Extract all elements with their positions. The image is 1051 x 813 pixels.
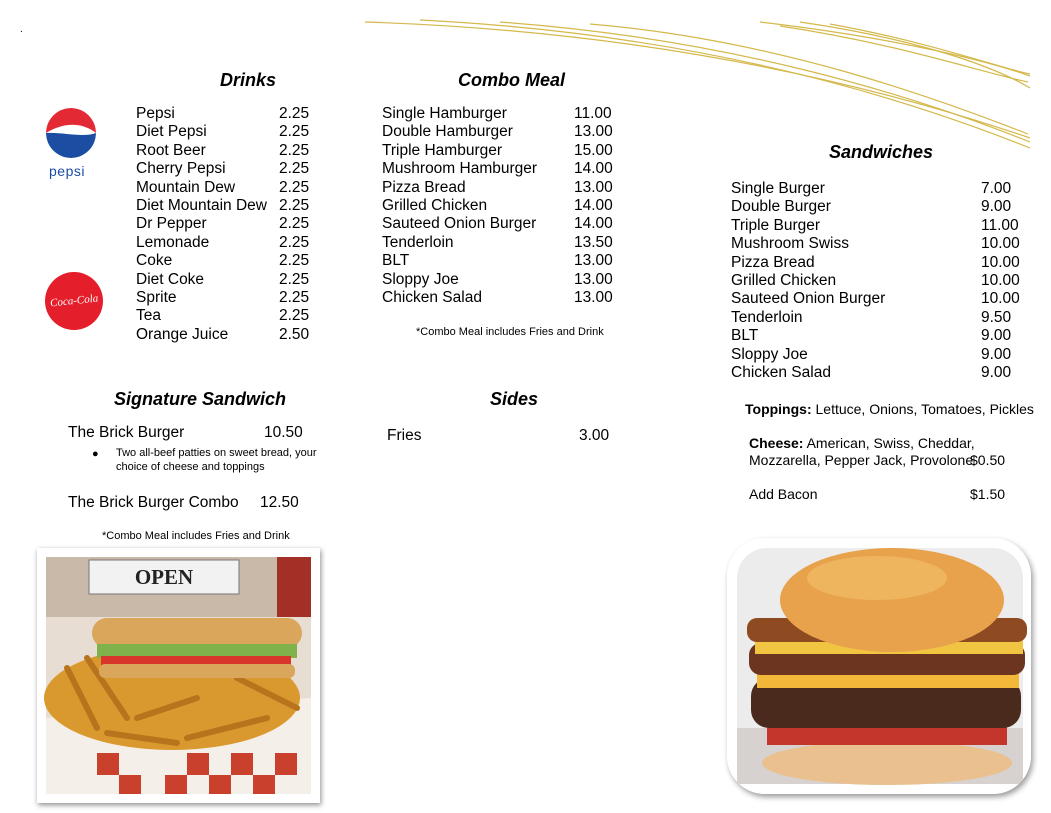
drink-item-price: 2.25 — [279, 105, 310, 122]
sandwiches-heading: Sandwiches — [829, 142, 934, 162]
drink-item-name: Tea — [136, 307, 161, 325]
drink-item-price: 2.25 — [279, 160, 310, 178]
sandwich-item-name: BLT — [731, 327, 759, 345]
signature-bullet: ● — [92, 448, 99, 460]
combo-item-name: Chicken Salad — [382, 289, 482, 306]
combo-item-price: 13.00 — [574, 270, 613, 288]
drink-item-name: Coke — [136, 252, 173, 270]
sandwich-item-name: Sloppy Joe — [731, 345, 808, 363]
drink-item-name: Sprite — [136, 289, 177, 306]
sandwich-item-price: 11.00 — [981, 216, 1019, 234]
sandwich-item-price: 9.00 — [981, 364, 1012, 381]
drink-item-price: 2.25 — [279, 178, 310, 196]
drink-item-price: 2.25 — [279, 289, 310, 306]
combo-item-name: Grilled Chicken — [382, 197, 488, 214]
combo-item-price: 13.00 — [574, 123, 613, 141]
drink-item-name: Dr Pepper — [136, 215, 207, 233]
combo-item-name: Double Hamburger — [382, 123, 513, 141]
sandwich-item-price: 7.00 — [981, 180, 1012, 197]
drink-item-price: 2.25 — [279, 215, 310, 233]
cheese-price: $0.50 — [970, 452, 1006, 468]
combo-item-name: Triple Hamburger — [382, 141, 503, 159]
sides-heading: Sides — [490, 389, 539, 409]
sandwich-item-name: Mushroom Swiss — [731, 235, 849, 253]
sides-item-name: Fries — [387, 427, 422, 444]
sandwich-item-name: Pizza Bread — [731, 253, 815, 271]
sandwich-item-name: Chicken Salad — [731, 364, 831, 381]
drink-item-name: Diet Mountain Dew — [136, 197, 267, 214]
drink-item-price: 2.50 — [279, 325, 310, 343]
sandwich-item-name: Single Burger — [731, 180, 825, 197]
sandwich-item-price: 9.50 — [981, 308, 1012, 326]
combo-item-price: 14.00 — [574, 197, 613, 214]
sandwich-item-price: 9.00 — [981, 327, 1012, 345]
drink-item-name: Root Beer — [136, 141, 206, 159]
coca-cola-wordmark: Coca-Cola — [49, 292, 99, 310]
coca-cola-logo — [45, 272, 103, 330]
combo-item-name: Sauteed Onion Burger — [382, 215, 537, 233]
toppings-line — [745, 401, 1034, 417]
combo-item-name: Single Hamburger — [382, 105, 507, 122]
corner-mark: . — [20, 24, 23, 35]
sandwich-item-price: 10.00 — [981, 235, 1020, 253]
drink-item-name: Orange Juice — [136, 325, 229, 343]
combo-item-price: 13.00 — [574, 252, 613, 270]
cheese-label: Cheese: — [749, 435, 804, 451]
pepsi-wordmark: pepsi — [49, 163, 85, 179]
combo-item-name: BLT — [382, 252, 410, 270]
drink-item-name: Cherry Pepsi — [136, 160, 226, 178]
sides-item-price: 3.00 — [579, 427, 610, 444]
combo-heading: Combo Meal — [458, 70, 566, 90]
drink-item-name: Lemonade — [136, 233, 210, 251]
sandwich-item-name: Tenderloin — [731, 308, 803, 326]
combo-item-price: 14.00 — [574, 215, 613, 233]
drink-item-price: 2.25 — [279, 197, 310, 214]
cheese-line-1 — [749, 435, 975, 451]
drinks-heading: Drinks — [220, 70, 277, 90]
signature-description-2: choice of cheese and toppings — [116, 461, 265, 473]
signature-item-name: The Brick Burger — [68, 424, 185, 441]
sandwich-item-name: Sauteed Onion Burger — [731, 290, 886, 308]
drink-item-price: 2.25 — [279, 123, 310, 141]
combo-item-price: 13.00 — [574, 178, 613, 196]
bacon-price: $1.50 — [970, 486, 1006, 502]
cheese-options-2: Mozzarella, Pepper Jack, Provolone — [749, 452, 974, 468]
signature-combo-price: 12.50 — [260, 494, 299, 511]
combo-item-price: 11.00 — [574, 105, 612, 122]
sandwich-item-price: 9.00 — [981, 345, 1012, 363]
combo-item-price: 15.00 — [574, 141, 613, 159]
signature-heading: Signature Sandwich — [114, 389, 287, 409]
drink-item-name: Mountain Dew — [136, 178, 236, 196]
sandwich-item-price: 10.00 — [981, 272, 1020, 289]
combo-item-price: 14.00 — [574, 160, 613, 178]
drink-item-price: 2.25 — [279, 252, 310, 270]
sandwich-item-price: 9.00 — [981, 198, 1012, 216]
cheeseburger-photo — [727, 538, 1031, 794]
toppings-text: Lettuce, Onions, Tomatoes, Pickles — [815, 401, 1034, 417]
sandwich-item-name: Triple Burger — [731, 216, 821, 234]
drink-item-price: 2.25 — [279, 233, 310, 251]
signature-note: *Combo Meal includes Fries and Drink — [102, 530, 290, 542]
drink-item-name: Pepsi — [136, 105, 175, 122]
cheese-options-1: American, Swiss, Cheddar, — [806, 435, 975, 451]
combo-item-name: Tenderloin — [382, 233, 454, 251]
combo-item-price: 13.50 — [574, 233, 613, 251]
burger-fries-photo — [37, 548, 320, 803]
combo-item-price: 13.00 — [574, 289, 613, 306]
combo-item-name: Mushroom Hamburger — [382, 160, 538, 178]
signature-item-price: 10.50 — [264, 424, 303, 441]
drink-item-name: Diet Pepsi — [136, 123, 207, 141]
combo-item-name: Pizza Bread — [382, 178, 466, 196]
signature-combo-name: The Brick Burger Combo — [68, 494, 239, 511]
drink-item-price: 2.25 — [279, 270, 310, 288]
drink-item-price: 2.25 — [279, 307, 310, 325]
toppings-label: Toppings: — [745, 401, 812, 417]
sandwich-item-price: 10.00 — [981, 253, 1020, 271]
signature-description-1: Two all-beef patties on sweet bread, your — [116, 447, 317, 459]
drink-item-name: Diet Coke — [136, 270, 205, 288]
combo-note: *Combo Meal includes Fries and Drink — [416, 326, 604, 338]
bacon-label: Add Bacon — [749, 486, 818, 502]
sandwich-item-name: Double Burger — [731, 198, 831, 216]
drink-item-price: 2.25 — [279, 141, 310, 159]
combo-item-name: Sloppy Joe — [382, 270, 459, 288]
pepsi-logo — [46, 108, 96, 158]
open-sign-text: OPEN — [134, 565, 194, 589]
sandwich-item-price: 10.00 — [981, 290, 1020, 308]
sandwich-item-name: Grilled Chicken — [731, 272, 837, 289]
